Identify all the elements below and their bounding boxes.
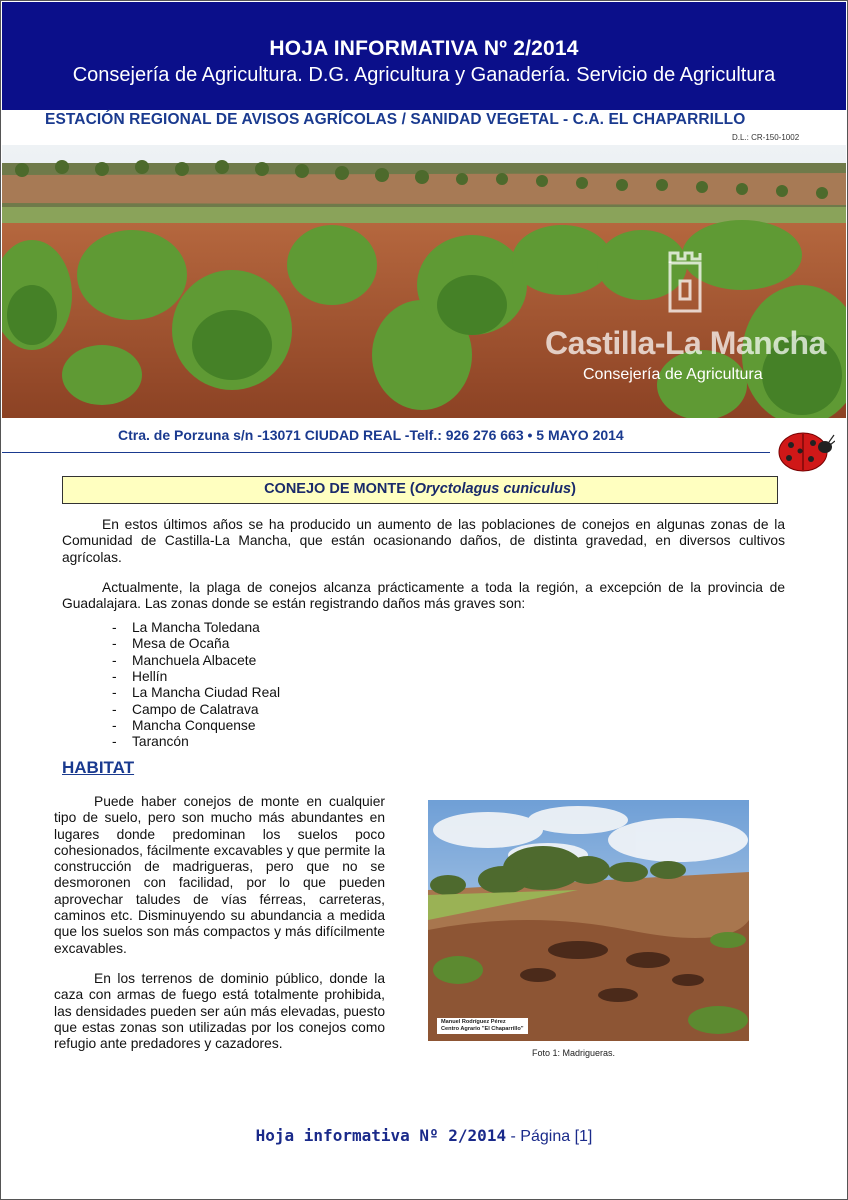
bulletin-subtitle: Consejería de Agricultura. D.G. Agricultura y Ganadería. Servicio de Agricultura — [72, 64, 776, 86]
list-item: - La Mancha Ciudad Real — [112, 685, 281, 701]
list-item: - Campo de Calatrava — [112, 701, 259, 717]
scientific-name: Oryctolagus cuniculus — [414, 481, 572, 497]
logo-subtext: Consejería de Agricultura — [583, 366, 763, 383]
section-title — [62, 476, 778, 504]
bulletin-title: HOJA INFORMATIVA Nº 2/2014 — [269, 37, 579, 60]
habitat-paragraph-2: En los terrenos de dominio público, donde la caza con armas de fuego está totalmente prohibida, las densidades pueden ser aún más elevadas, puesto que estas zonas son utilizadas por los conejos como refugio ante predadores y cazadores. — [54, 971, 385, 1052]
ladybug-icon — [775, 425, 835, 475]
footer-bulletin-ref: Hoja informativa Nº 2/2014 — [255, 1126, 507, 1145]
burrows-image — [428, 800, 749, 1041]
list-item: - La Mancha Toledana — [112, 620, 260, 635]
contact-address-date: Ctra. de Porzuna s/n -13071 CIUDAD REAL -Telf.: 926 276 663 • 5 MAYO 2014 — [118, 427, 624, 443]
section-title-close: ) — [571, 481, 576, 497]
castilla-la-mancha-logo: Castilla-La Mancha — [545, 325, 826, 361]
station-name: ESTACIÓN REGIONAL DE AVISOS AGRÍCOLAS / SANIDAD VEGETAL - C.A. EL CHAPARRILLO — [45, 111, 746, 128]
castle-logo-icon — [660, 245, 710, 315]
list-item: - Hellín — [112, 669, 168, 685]
habitat-paragraph-1: Puede haber conejos de monte en cualquier tipo de suelo, pero son mucho más abundantes en lugares donde predominan los suelos poco cohesionados, fácilmente excavables y que permite la construcción de madrigueras, pero que no se desmoronen con facilidad, por lo que pueden aprovechar taludes de vías férreas, carreteras, caminos etc. Disminuyendo su abundancia a medida que los suelos son más compactos y más difícilmente excavables. — [54, 794, 385, 956]
intro-paragraph: En estos últimos años se ha producido un aumento de las poblaciones de conejos en algunas zonas de la Comunidad de Castilla-La Mancha, que están ocasionando daños, de distinta gravedad, en diversos cultivos agrícolas. — [62, 517, 785, 565]
photo-caption: Foto 1: Madrigueras. — [532, 1048, 616, 1058]
affected-zones-list — [112, 620, 280, 751]
page-footer — [0, 1126, 848, 1146]
photo-credit: Manuel Rodríguez Pérez Centro Agrario "El Chaparrillo" — [437, 1018, 528, 1034]
divider — [2, 452, 770, 453]
header-band — [2, 2, 846, 110]
list-item: - Mesa de Ocaña — [112, 636, 230, 652]
list-item: - Mancha Conquense — [112, 718, 256, 734]
legal-deposit: D.L.: CR-150-1002 — [732, 133, 800, 142]
burrows-photo — [428, 800, 749, 1041]
list-item: - Tarancón — [112, 734, 189, 750]
footer-page-number: - Página [1] — [506, 1128, 593, 1145]
list-item: - Manchuela Albacete — [112, 652, 257, 668]
current-situation-paragraph: Actualmente, la plaga de conejos alcanza prácticamente a toda la región, a excepción de la provincia de Guadalajara. Las zonas donde se están registrando daños más graves son: — [62, 580, 785, 612]
section-title-name: CONEJO DE MONTE ( — [264, 481, 415, 497]
habitat-heading: HABITAT — [62, 758, 135, 777]
